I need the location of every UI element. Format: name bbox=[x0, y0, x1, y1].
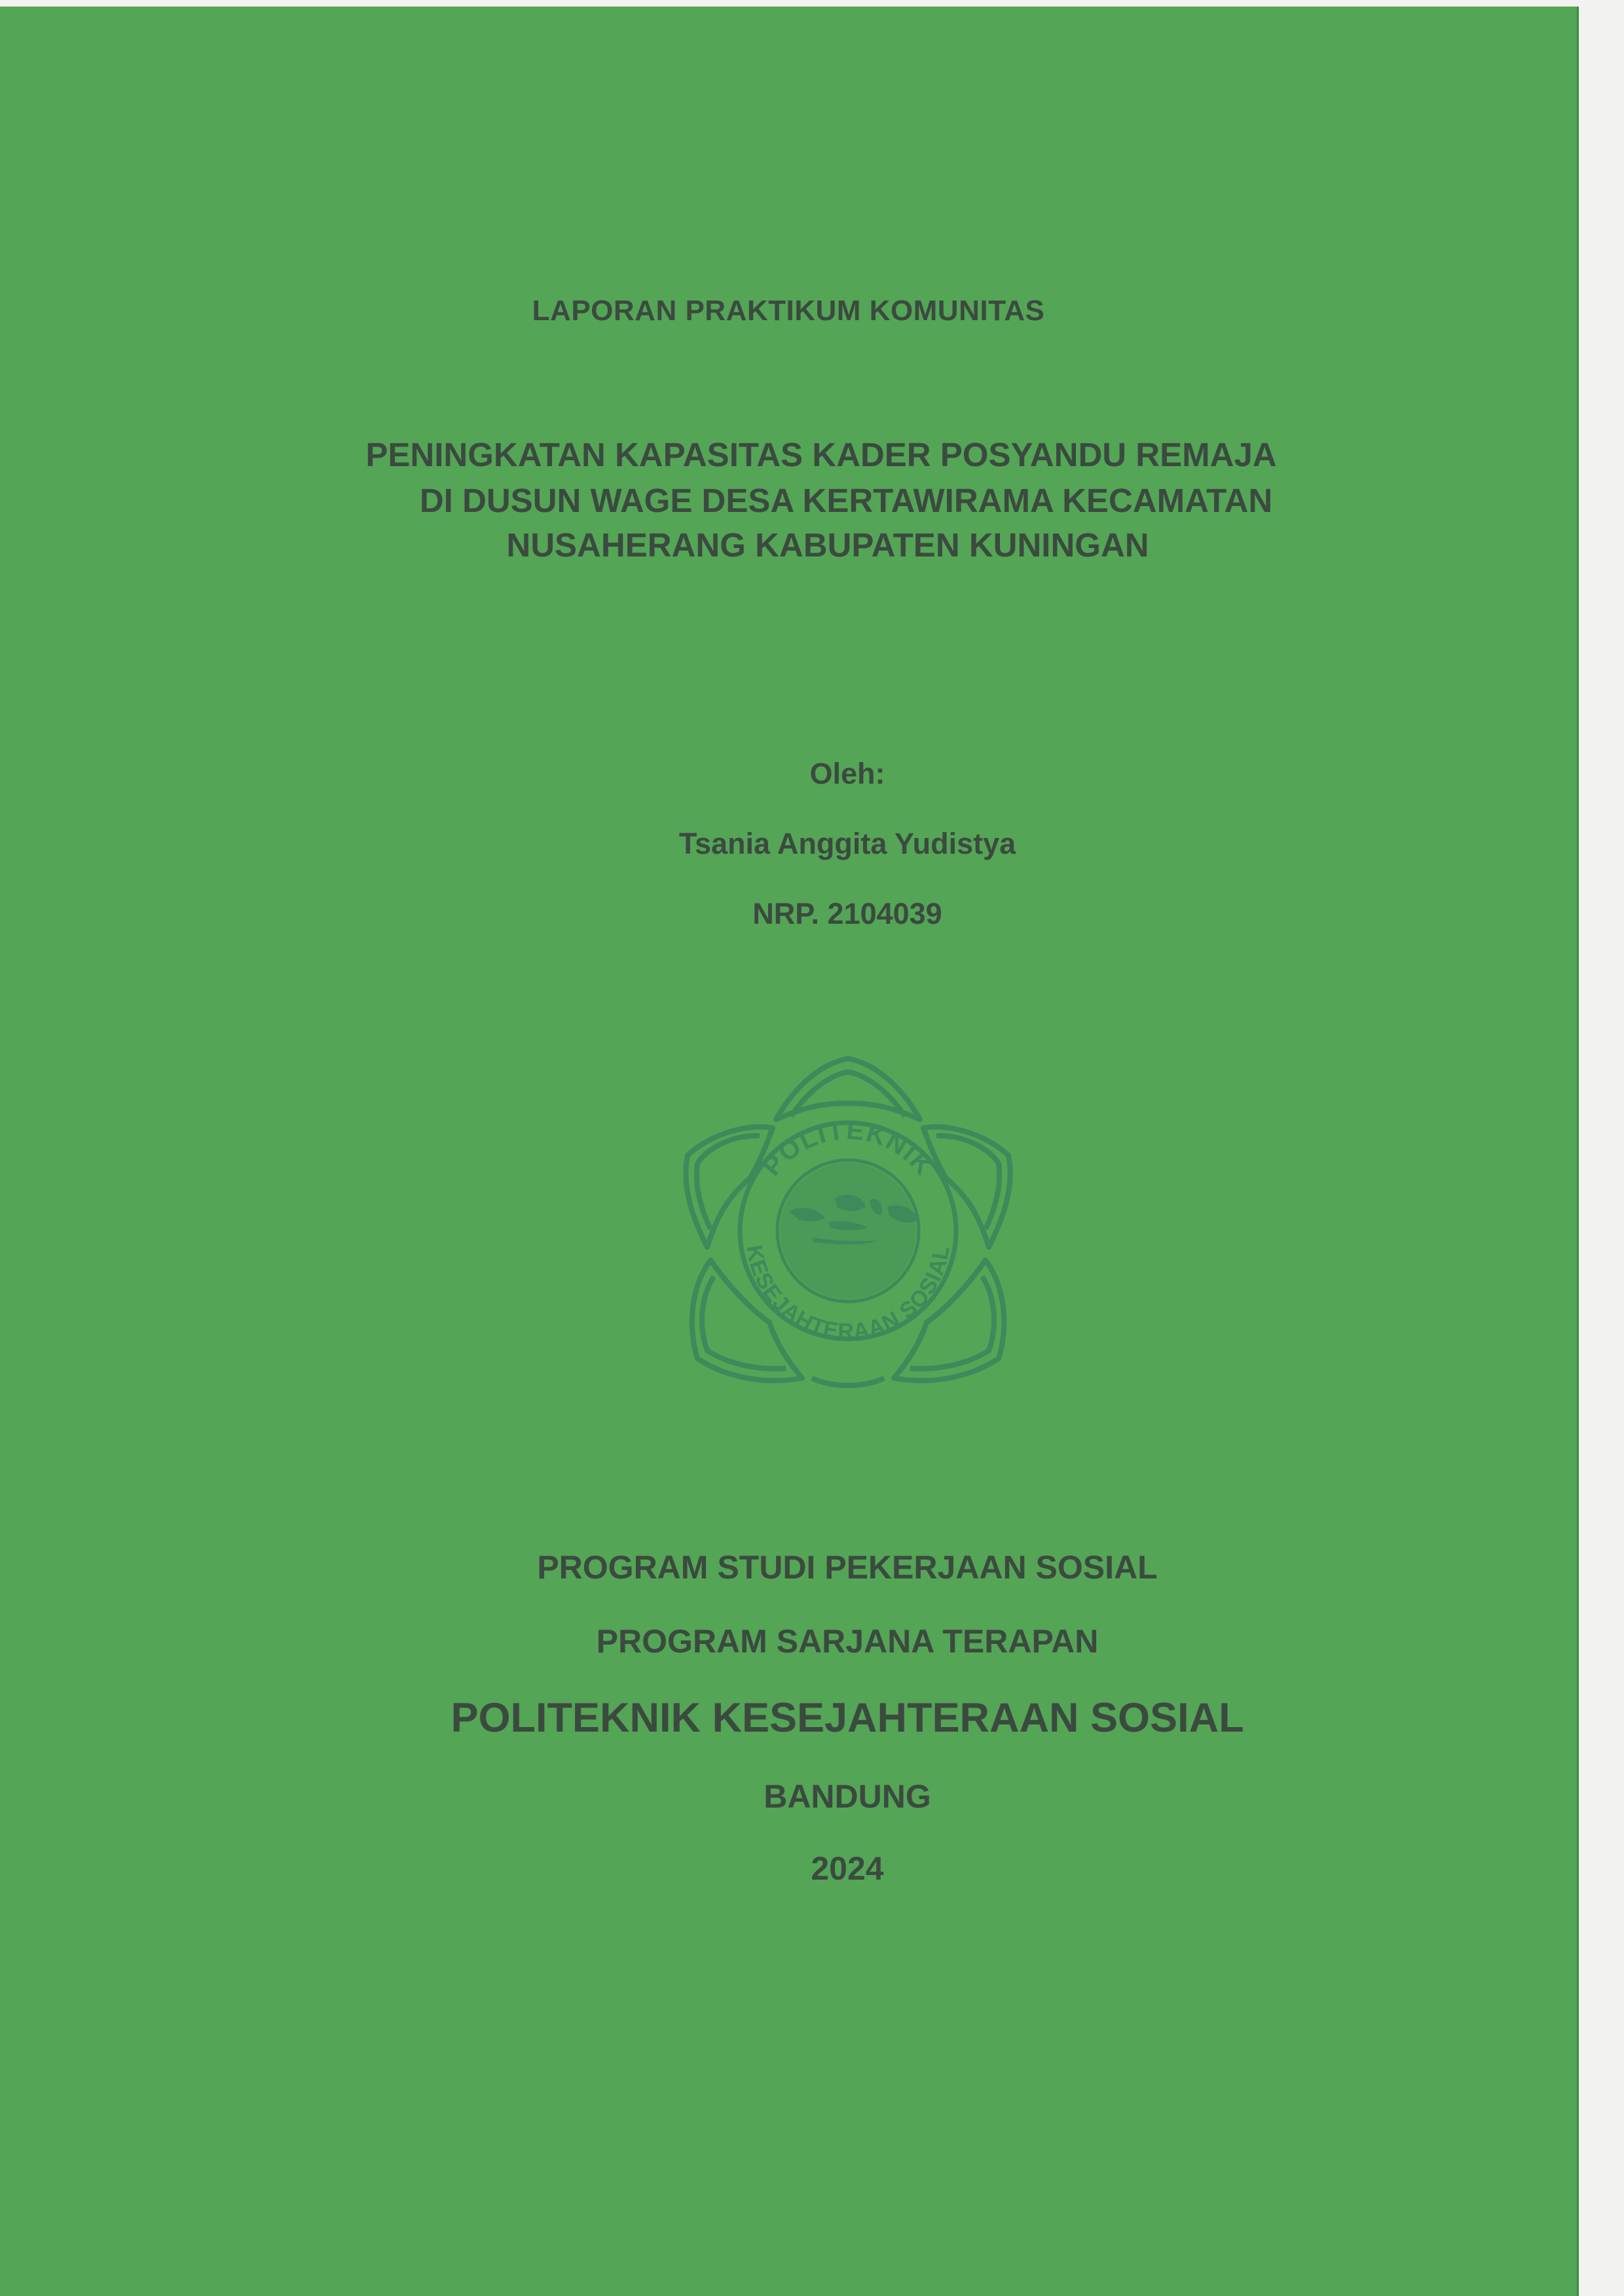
study-program: PROGRAM STUDI PEKERJAAN SOSIAL bbox=[537, 1549, 1158, 1586]
by-label: Oleh: bbox=[809, 757, 885, 790]
svg-text:KESEJAHTERAAN SOSIAL: KESEJAHTERAAN SOSIAL bbox=[741, 1243, 955, 1345]
report-type: LAPORAN PRAKTIKUM KOMUNITAS bbox=[532, 295, 1045, 327]
institution-name: POLITEKNIK KESEJAHTERAAN SOSIAL bbox=[451, 1695, 1244, 1741]
institution-logo bbox=[661, 1051, 1035, 1408]
petal-right bbox=[923, 1127, 1010, 1247]
city: BANDUNG bbox=[764, 1778, 931, 1815]
svg-text:POLITEKNIK: POLITEKNIK bbox=[757, 1116, 939, 1182]
degree-program: PROGRAM SARJANA TERAPAN bbox=[596, 1623, 1099, 1660]
author-name: Tsania Anggita Yudistya bbox=[678, 827, 1016, 860]
report-cover bbox=[0, 7, 1579, 2296]
title-line-1: PENINGKATAN KAPASITAS KADER POSYANDU REMAJA bbox=[365, 436, 1277, 473]
year: 2024 bbox=[811, 1850, 884, 1887]
title-line-2: DI DUSUN WAGE DESA KERTAWIRAMA KECAMATAN bbox=[419, 482, 1273, 519]
title-line-3: NUSAHERANG KABUPATEN KUNINGAN bbox=[506, 526, 1149, 564]
petal-left bbox=[686, 1127, 773, 1247]
student-id: NRP. 2104039 bbox=[752, 897, 942, 930]
petal-top bbox=[776, 1059, 920, 1120]
